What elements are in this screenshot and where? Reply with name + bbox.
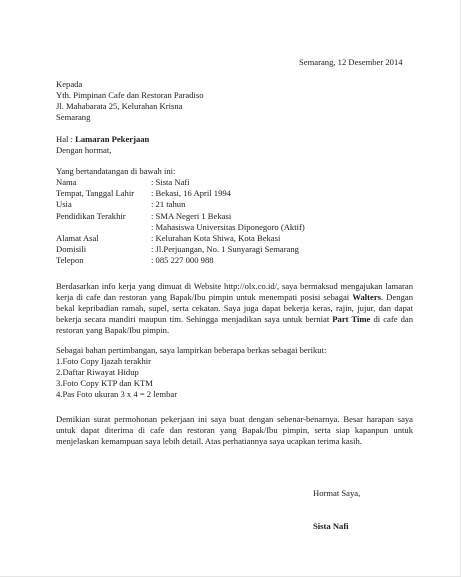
body1-position: Walters [352,292,381,302]
identity-label: Usia [56,199,72,209]
recipient-line-3: Semarang [56,112,91,122]
attachment-item: 1.Foto Copy Ijazah terakhir [56,356,151,366]
body-paragraph-1 [56,281,413,336]
closing-paragraph: Demikian surat permohonan pekerjaan ini saya buat dengan sebenar-benarnya. Besar harapan saya untuk dapat diterima di cafe dan restoran yang Bapak/Ibu pimpin, serta siap kapanpun untuk menjelaskan kemampuan saya lebih detail. Atas perhatiannya saya ucapkan terima kasih. [56,414,413,446]
identity-label: Pendidikan Terakhir [56,211,126,221]
date-line: Semarang, 12 Desember 2014 [299,57,403,67]
identity-row-domicile [56,244,299,255]
signature-name: Sista Nafi [313,521,349,531]
body1-text-b: . Dengan bekal kepribadian ramah, supel, serta cekatan. Saya juga dapat bekerja keras, rajin, jujur, dan dapat bekerja secara mandiri maupun tim. Sehingga menjadikan saya untuk berniat [56,292,413,324]
identity-row-birth [56,188,231,199]
identity-row-education [56,211,231,222]
identity-value: : SMA Negeri 1 Bekasi [151,211,232,221]
attachment-item: 2.Daftar Riwayat Hidup [56,367,139,377]
identity-value: : 21 tahun [151,199,186,209]
attachments-intro: Sebagai bahan pertimbangan, saya lampirkan beberapa berkas sebagai berikut: [56,345,327,355]
identity-row-age [56,199,185,210]
identity-label: Nama [56,177,77,187]
attachment-item: 3.Foto Copy KTP dan KTM [56,378,153,388]
identity-label: Tempat, Tanggal Lahir [56,188,135,198]
identity-value: : Sista Nafi [151,177,190,187]
identity-value: : Bekasi, 16 April 1994 [151,188,231,198]
identity-label: Domisili [56,244,87,254]
identity-value: : Jl.Perjuangan, No. 1 Sunyaragi Semarang [151,244,299,254]
recipient-kepada: Kepada [56,79,83,89]
recipient-line-2: Jl. Mahabarata 25, Kelurahan Krisna [56,101,183,111]
identity-value: : Kelurahan Kota Shiwa, Kota Bekasi [151,233,281,243]
body1-text-c: di cafe dan restoran yang Bapak/Ibu pimpin. [56,314,413,335]
identity-row-origin [56,233,280,244]
greeting: Dengan hormat, [56,145,112,155]
recipient-line-1: Yth. Pimpinan Cafe dan Restoran Paradiso [56,90,204,100]
subject-line [56,134,149,145]
identity-row-education-2 [56,222,305,233]
intro-line: Yang bertandatangan di bawah ini: [56,166,176,176]
signoff: Hormat Saya, [313,488,361,498]
identity-row-name [56,177,190,188]
identity-value: : Mahasiswa Universitas Diponegoro (Aktif) [151,222,305,232]
subject-value: Lamaran Pekerjaan [75,134,150,144]
body1-text-a: Berdasarkan info kerja yang dimuat di Website http://olx.co.id/, saya bermaksud mengajukan lamaran kerja di cafe dan restoran yang Bapak/Ibu pimpin untuk menempati posisi sebagai [56,281,413,302]
identity-label: Telepon [56,255,84,265]
identity-row-phone [56,255,214,266]
body1-part-time: Part Time [332,314,371,324]
identity-label: Alamat Asal [56,233,99,243]
attachment-item: 4.Pas Foto ukuran 3 x 4 = 2 lembar [56,389,178,399]
identity-value: : 085 227 000 988 [151,255,214,265]
subject-label: Hal : [56,134,76,144]
